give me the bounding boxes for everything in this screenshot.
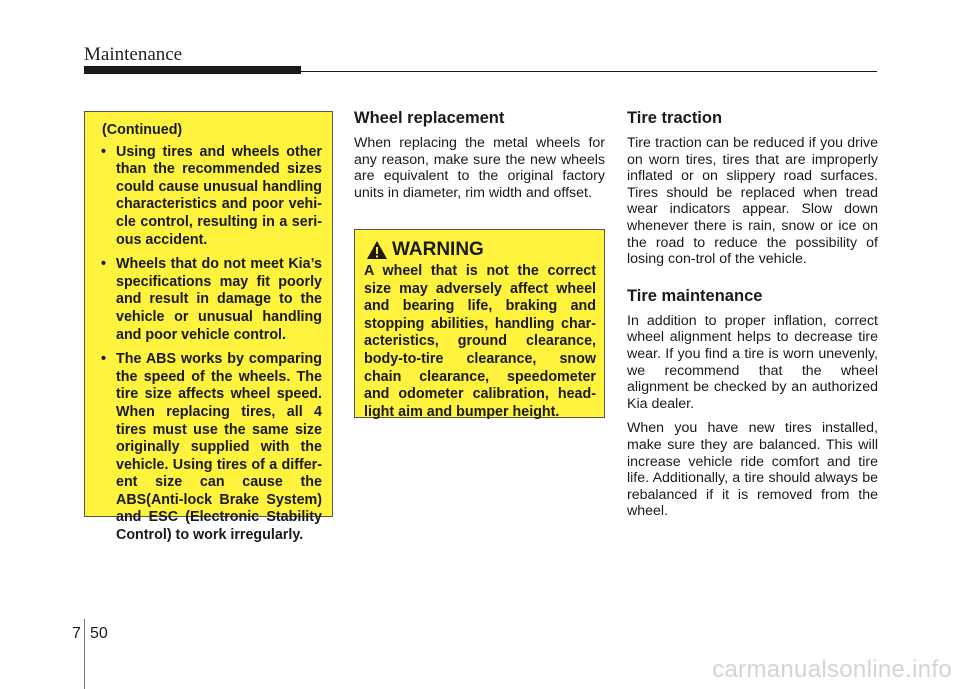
header-rule xyxy=(301,71,877,72)
footer-rule xyxy=(84,619,85,689)
middle-column xyxy=(354,109,605,209)
warning-text: A wheel that is not the correct size may adversely affect wheel and bearing life, braking and stopping abilities, handling char-acteristics, ground clearance, body-to-tire clearance, snow chain clearance, speedometer and odometer calibration, head-light aim and bumper height. xyxy=(364,263,596,420)
warning-title-row xyxy=(366,240,596,260)
tire-maintenance-heading: Tire maintenance xyxy=(627,286,763,305)
bullet-dot-icon: • xyxy=(101,143,107,160)
bullet-dot-icon: • xyxy=(101,351,107,368)
tire-maintenance-paragraph: When you have new tires installed, make sure they are balanced. This will increase vehicle ride comfort and tire life. Additionally, a tire should always be rebalanced if it is removed from the wheel. xyxy=(627,420,878,520)
header-bar xyxy=(84,66,301,74)
warning-title: WARNING xyxy=(392,239,484,261)
caution-bullet-list xyxy=(95,144,322,545)
wheel-replacement-heading: Wheel replacement xyxy=(354,109,505,127)
right-column xyxy=(627,109,878,528)
tire-traction-heading: Tire traction xyxy=(627,109,723,127)
caution-bullet xyxy=(95,256,322,344)
caution-bullet-text: Wheels that do not meet Kia’s specifications may fit poorly and result in damage to the vehicle or unusual handling and poor vehicle control. xyxy=(116,256,322,343)
page-number: 50 xyxy=(90,625,108,642)
caution-bullet xyxy=(95,351,322,545)
tire-maintenance-paragraph: In addition to proper inflation, correct wheel alignment helps to decrease tire wear. If you find a tire is worn unevenly, we recommend that the wheel alignment be checked by an authorized Kia dealer. xyxy=(627,312,878,412)
caution-bullet-text: Using tires and wheels other than the recommended sizes could cause unusual handling characteristics and poor vehi-cle control, resulting in a seri-ous accident. xyxy=(116,143,322,248)
watermark-text: carmanualsonline.info xyxy=(712,656,952,683)
wheel-replacement-text: When replacing the metal wheels for any reason, make sure the new wheels are equivalent to the original factory units in diameter, rim width and offset. xyxy=(354,135,605,201)
chapter-number: 7 xyxy=(72,625,81,642)
caution-bullet-text: The ABS works by comparing the speed of the wheels. The tire size affects wheel speed. When replacing tires, all 4 tires must use the same size originally supplied with the vehicle. Using tires of a differ-ent size can cause the ABS(Anti-lock Brake System) and ESC (Electronic Stability Control) to work irregularly. xyxy=(116,351,322,544)
bullet-dot-icon: • xyxy=(101,256,107,273)
page-header-title: Maintenance xyxy=(84,44,183,65)
continued-label: (Continued) xyxy=(102,122,183,138)
tire-traction-text: Tire traction can be reduced if you drive on worn tires, tires that are improperly inflated or on slippery road surfaces. Tires should be replaced when tread wear indicators appear. Slow down whenever there is rain, snow or ice on the road to reduce the possibility of losing con-trol of the vehicle. xyxy=(627,135,878,268)
warning-box xyxy=(354,229,605,418)
caution-bullet xyxy=(95,144,322,250)
continued-caution-box xyxy=(84,111,333,544)
warning-triangle-icon xyxy=(366,240,388,260)
